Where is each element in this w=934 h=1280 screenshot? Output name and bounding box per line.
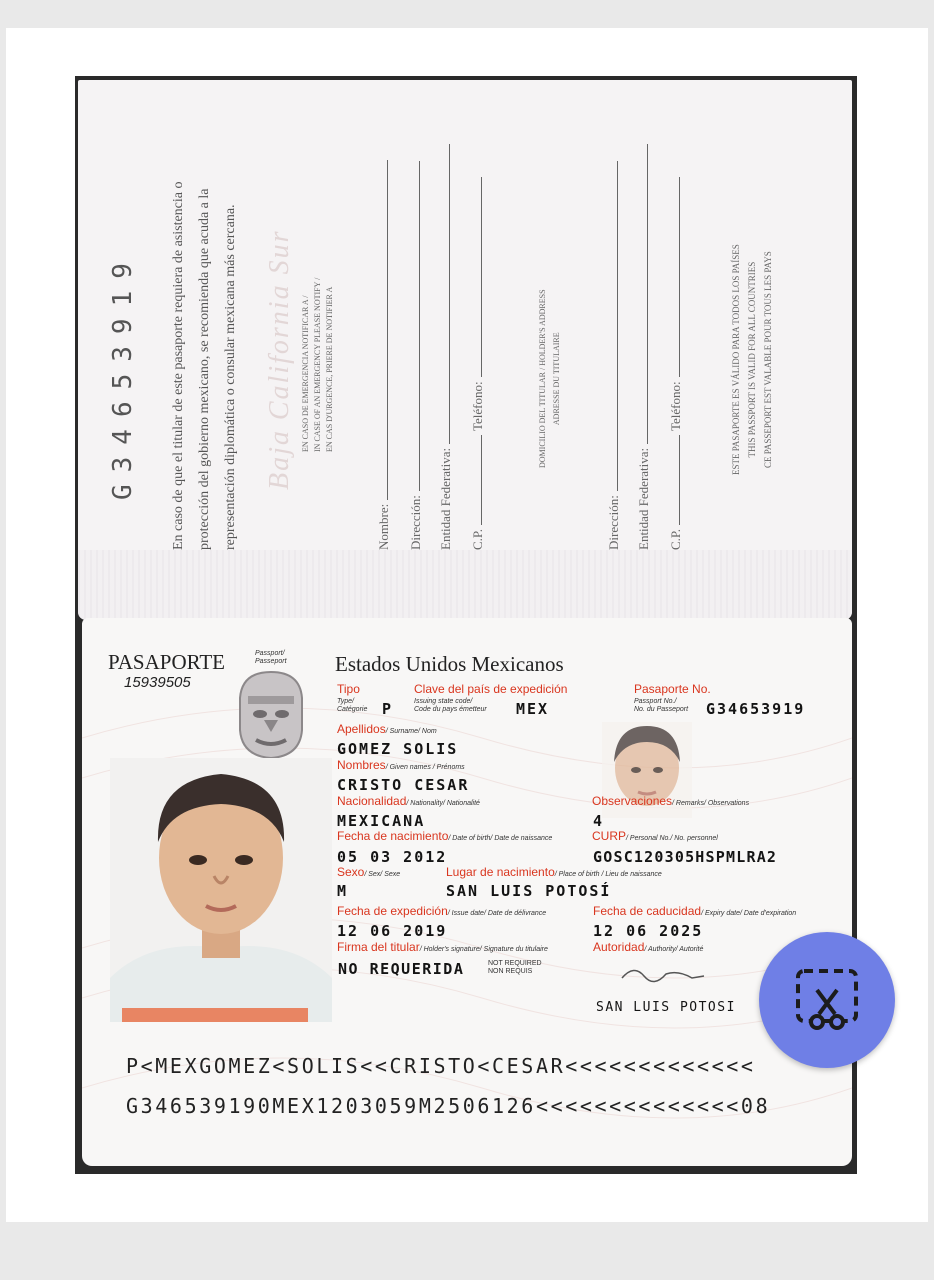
field-label: Entidad Federativa: [438,447,453,550]
surname-value: GOMEZ SOLIS [337,740,459,758]
translation-line: Issuing state code/ [414,698,473,705]
sex-label [337,865,400,879]
holder-address-field [606,140,622,550]
translation-line: Passport No./ [634,698,677,705]
label-translation: / Authority/ Autorité [644,946,704,953]
validity-line: THIS PASSPORT IS VALID FOR ALL COUNTRIES [747,261,757,458]
validity-line: CE PASSEPORT EST VALABLE POUR TOUS LES PAYS [763,251,773,469]
issuing-state-label: Clave del país de expedición [414,682,568,696]
curp-label [592,829,718,843]
label-text: Apellidos [337,722,386,736]
label-text: Sexo [337,865,365,879]
label-text: Fecha de nacimiento [337,829,449,843]
birthplace-label [446,865,662,879]
translation-line: Type/ [337,698,354,705]
label-translation: / Expiry date/ Date d'expiration [701,910,797,917]
address-title-line: ADRESSE DU TITULAIRE [552,332,561,426]
state-watermark: Baja California Sur [264,229,295,490]
emergency-title-line: IN CASE OF AN EMERGENCY PLEASE NOTIFY / [313,277,322,452]
document-word: PASAPORTE [108,650,226,674]
field-label: Nombre: [376,503,391,550]
birth-date-value: 05 03 2012 [337,848,448,866]
emergency-address-field [408,140,424,550]
issuing-state-translation [414,698,487,714]
remarks-label [592,794,749,808]
birth-date-label [337,829,552,843]
authority-value: SAN LUIS POTOSI [596,1000,736,1015]
country-name: Estados Unidos Mexicanos [335,652,564,676]
label-translation: / Nationality/ Nationalité [406,800,480,807]
signature-label [337,940,548,954]
expiry-date-label [593,904,796,918]
observation-page [78,80,852,620]
field-label: C.P. [470,529,485,550]
note-line: NON REQUIS [488,968,533,975]
label-text: Observaciones [592,794,673,808]
issuing-state-value: MEX [516,700,550,718]
holder-zip-phone-field [668,140,684,550]
birthplace-value: SAN LUIS POTOSÍ [446,882,612,900]
label-text: Firma del titular [337,940,420,954]
authority-label [593,940,703,954]
document-word-translation [255,650,287,666]
label-text: Fecha de caducidad [593,904,702,918]
serial-number-perforated: G34653919 [108,251,138,500]
translation-line: Passeport [255,658,287,665]
label-translation: / Remarks/ Observations [672,800,750,807]
nationality-value: MEXICANA [337,812,426,830]
data-page [82,618,852,1166]
booklet-number: 15939505 [124,674,191,691]
label-translation: / Holder's signature/ Signature du titulaire [419,946,548,953]
curp-value: GOSC120305HSPMLRA2 [593,848,778,866]
field-label: C.P. [668,529,683,550]
mrz-line-2: G346539190MEX1203059M2506126<<<<<<<<<<<<<<08 [126,1094,771,1118]
remarks-value: 4 [593,812,605,830]
passport-number-translation [634,698,688,714]
crop-screenshot-button[interactable] [759,932,895,1068]
address-title [536,289,564,468]
validity-line: ESTE PASAPORTE ES VÁLIDO PARA TODOS LOS PAÍSES [731,244,741,475]
emergency-name-field [376,140,392,550]
emergency-zip-phone-field [470,140,486,550]
signature-note [488,960,542,976]
tipo-translation [337,698,367,714]
emergency-title-line: EN CAS D'URGENCE, PRIERE DE NOTIFIER A [325,286,334,452]
label-text: Lugar de nacimiento [446,865,555,879]
nationality-label [337,794,480,808]
field-label: Teléfono: [470,381,485,432]
sex-value: M [337,882,349,900]
label-translation: / Sex/ Sexe [364,871,401,878]
issue-date-value: 12 06 2019 [337,922,448,940]
translation-line: No. du Passeport [634,706,689,713]
label-translation: / Issue date/ Date de délivrance [447,910,547,917]
holder-state-field [636,140,652,550]
given-names-label [337,758,465,772]
olmec-head-emblem-icon [234,668,308,760]
label-translation: / Personal No./ No. personnel [626,835,718,842]
authority-signature-icon [618,962,708,986]
label-text: Nombres [337,758,386,772]
tipo-value: P [382,700,394,718]
surname-label [337,722,437,736]
given-names-value: CRISTO CESAR [337,776,470,794]
crop-scissors-icon [759,932,895,1068]
label-translation: / Place of birth / Lieu de naissance [554,871,662,878]
translation-line: Code du pays émetteur [414,706,487,713]
label-translation: / Given names / Prénoms [385,764,465,771]
passport-number-label: Pasaporte No. [634,682,711,696]
passport-number-value: G34653919 [706,700,806,718]
note-line: NOT REQUIRED [488,960,542,967]
emergency-title-line: EN CASO DE EMERGENCIA NOTIFICAR A / [301,295,310,452]
field-label: Dirección: [606,495,621,550]
label-text: Fecha de expedición [337,904,448,918]
issue-date-label [337,904,546,918]
label-text: CURP [592,829,627,843]
field-label: Entidad Federativa: [636,447,651,550]
tipo-label: Tipo [337,682,360,696]
mrz-line-1: P<MEXGOMEZ<SOLIS<<CRISTO<CESAR<<<<<<<<<<<<< [126,1054,756,1078]
assistance-notice: En caso de que el titular de este pasaporte requiera de asistencia o protección del gobierno mexicano, se recomienda que acuda a la representación diplomática o consular mexicana más cercana. [171,181,238,550]
translation-line: Passport/ [255,650,285,657]
label-text: Autoridad [593,940,645,954]
label-text: Nacionalidad [337,794,407,808]
expiry-date-value: 12 06 2025 [593,922,704,940]
emergency-title [300,212,336,452]
label-translation: / Surname/ Nom [385,728,437,735]
translation-line: Catégorie [337,706,368,713]
emergency-state-field [438,140,454,550]
holder-photo [110,758,332,1022]
validity-note [728,244,776,475]
field-label: Dirección: [408,495,423,550]
address-title-line: DOMICILIO DEL TITULAR / HOLDER'S ADDRESS [538,289,547,468]
label-translation: / Date of birth/ Date de naissance [448,835,553,842]
signature-value: NO REQUERIDA [338,960,465,978]
field-label: Teléfono: [668,381,683,432]
